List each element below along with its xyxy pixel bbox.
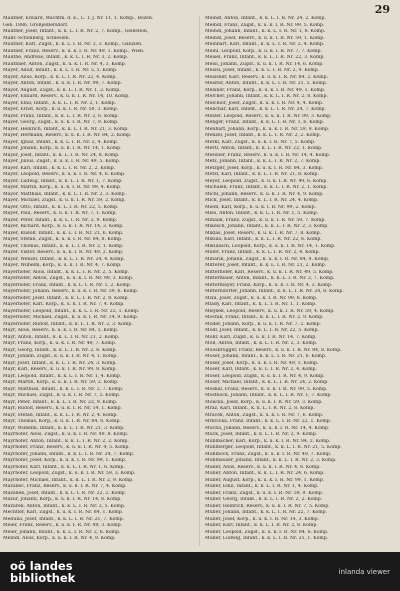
register-entry: Menger, Franz, Infant., k. k. L. I. R. Nr. 1, 6. Komp.	[205, 120, 325, 125]
register-entry: Moser, Michael, Infant., k. k. L. I. R. Nr. 24, 2. Komp.	[205, 380, 329, 385]
register-entry: Mayerhofer, Alois, Infant., k. k. L. I. R. Nr. 2, 5. Komp.	[3, 269, 130, 275]
register-entry: Mauthner, Anton, Zugsf., k. u. k. I. R. Nr. 4, 3. Komp.	[3, 61, 127, 67]
register-entry: Melzer, Leopold, Reserv., k. u. k. I. R. Nr. 99, 3. Komp.	[205, 113, 332, 119]
register-entry: Meisel, Franz, Infant., k. k. L. I. R. Nr. 22, 3. Komp.	[205, 55, 325, 60]
register-entry: Mitterer, Josef, Infant., k. k. L. I. R. Nr. 21, 2. Komp.	[205, 263, 327, 268]
register-entry: Metzger, Josef, Korp., k. u. k. I. R. Nr. 84, 3. Komp.	[205, 165, 324, 171]
register-entry: Mayer, Wenzel, Infant., k. k. L. I. R. Nr. 24, 4. Komp.	[3, 256, 125, 262]
register-entry: Moser, Johann, Infant., k. k. L. I. R. Nr. 21, 6. Komp.	[205, 354, 327, 359]
register-entry: Menzel, Josef, Infant., k. k. L. I. R. Nr. 2, 2. Komp.	[205, 133, 322, 138]
register-entry: Merkl, Karl, Zugsf., k. u. k. I. R. Nr. 7, 5. Komp.	[205, 139, 316, 145]
register-entry: Mayer, Ernst, Korp., k. u. k. I. R. Nr. 59, 3. Komp.	[3, 107, 119, 112]
register-entry: Mayer, Martin, Korp., k. u. k. I. R. Nr. 99, 4. Komp.	[3, 185, 122, 190]
register-entry: Mayr, Peter, Infant., k. k. L. I. R. Nr. 22, 9. Komp.	[3, 399, 118, 405]
register-entry: Moser, Karl, Infant., k. k. L. I. R. Nr. 2, 4. Komp.	[205, 367, 317, 372]
register-entry: Muck, Josef, Infant., k. k. L. I. R. Nr. 2, 9. Komp.	[205, 432, 318, 437]
register-entry: Mies, Anton, Infant., k. k. L. I. R. Nr. 1, 5. Komp.	[205, 211, 318, 216]
register-entry: Müller, Alois, Reserv., k. u. k. I. R. Nr. 4, 8. Komp.	[205, 464, 321, 470]
register-entry: Metz, Johann, Infant., k. k. L. I. R. Nr. 2, 7. Komp.	[205, 159, 321, 164]
register-entry: Miedl, Karl, Korp., k. u. k. I. R. Nr. 99, 2. Komp.	[205, 204, 317, 210]
register-entry: Mayrhofer, Leopold, Zugsf., k. u. k. I. R. Nr. 59, 3. Komp.	[3, 471, 136, 476]
register-entry: Miller, Franz, Infant., k. k. L. I. R. Nr. 2, 4. Komp.	[205, 250, 320, 255]
register-entry: Mayrhofer, Karl, Infant., k. k. L. I. R. Nr. 1, 6. Komp.	[3, 464, 125, 470]
register-entry: Mayrhofer, Alois, Zugsf., k. u. k. I. R. Nr. 49, 8. Komp.	[3, 432, 129, 437]
register-entry: Müller, Leopold, Zugsf., k. u. k. I. R. Nr. 84, 6. Komp.	[205, 529, 329, 535]
register-entry: Müller, Franz, Zugsf., k. u. k. I. R. Nr. 59, 9. Komp.	[205, 490, 324, 496]
register-entry: Mayer, Paul, Reserv., k. u. k. I. R. Nr. 7, 1. Komp.	[3, 211, 117, 216]
register-entry: Mitterhofer, Karl, Reserv., k. u. k. I. R. Nr. 49, 5. Komp.	[205, 269, 334, 275]
register-entry: Mixa, Josef, Zugsf., k. u. k. I. R. Nr. 99, 6. Komp.	[205, 295, 318, 301]
register-entry: Mayer, Adolf, Infant., k. k. L. I. R. Nr. 5, 5. Komp.	[3, 68, 118, 73]
register-entry: Mitterndorfer, Johann, Infant., k. k. L. I. R. Nr. 24, 8. Komp.	[205, 289, 344, 294]
register-entry: Mraz, Karl, Infant., k. k. L. I. R. Nr. 2, 8. Komp.	[205, 406, 315, 411]
register-entry: Meister, Anton, Infant., k. k. L. I. R. Nr. 21, 5. Komp.	[205, 81, 328, 86]
register-entry: Mayrhofer, Anton, Infant., k. k. L. I. R. Nr. 2, 2. Komp.	[3, 438, 129, 444]
register-entry: Müller, Johann, Infant., k. k. L. I. R. Nr. 22, 7. Komp.	[205, 510, 328, 515]
register-entry: Mazurek, Anton, Infant., k. k. L. I. R. Nr. 2, 5. Komp.	[3, 503, 126, 509]
register-entry: Müller, Anton, Infant., k. k. L. I. R. Nr. 24, 6. Komp.	[205, 471, 325, 476]
register-entry: Meindl, Anton, Infant., k. k. L. I. R. Nr. 24, 2. Komp.	[205, 16, 326, 21]
register-entry: Michalek, Franz, Infant., k. k. L. I. R. Nr. 2, 1. Komp.	[205, 185, 328, 190]
register-entry: Mautner, Franz, Reserv., k. u. k. I. R. Nr. 49, 1. Komp., Wien.	[3, 48, 145, 54]
register-entry: Mayer, Johann, Korp., k. u. k. I. R. Nr. 14, 1. Komp.	[3, 146, 122, 151]
register-entry: Mikula, Karl, Infant., k. k. L. I. R. Nr. 22, 6. Komp.	[205, 237, 322, 242]
register-entry: Meier, Franz, Reserv., k. u. k. I. R. Nr. 49, 3. Komp.	[3, 523, 122, 528]
register-entry: Mayer, Anton, Infant., k. u. k. I. R. Nr. 99, 7. Komp.	[3, 81, 123, 86]
register-entry: Mayer, Ignaz, Infant., k. k. L. I. R. Nr. 2, 4. Komp.	[3, 139, 119, 145]
register-entry: Meindl, Franz, Zugsf., k. u. k. I. R. Nr. 99, 5. Komp.	[205, 22, 325, 28]
register-entry: Meindl, Josef, Reserv., k. u. k. I. R. Nr. 59, 1. Komp.	[205, 35, 325, 41]
register-entry: Minarik, Johann, Zugsf., k. u. k. I. R. Nr. 84, 9. Komp.	[205, 256, 330, 262]
register-entry: Mayer, Heinrich, Infant., k. k. L. I. R. Nr. 21, 3. Komp.	[3, 126, 129, 132]
register-entry: Mittermaier, Anton, Infant., k. k. L. I. R. Nr. 2, 7. Komp.	[205, 276, 335, 281]
register-entry: Mähr.-Schönberg, Schlesien.	[3, 35, 71, 41]
register-entry: Mayerhofer, Johann, Reserv., k. u. k. I. R. Nr. 59, 6. Komp.	[3, 289, 139, 294]
register-entry: Mazanek, Josef, Infant., k. k. L. I. R. Nr. 22, 2. Komp.	[3, 490, 127, 496]
register-entry: Mautner, Eduard, Wachtm. d. E., L. T. J. Nr. 11, 1. Komp., Bozen.	[3, 16, 154, 21]
register-entry: Mayr, Thomas, Korp., k. u. k. I. R. Nr. 84, 6. Komp.	[3, 419, 121, 424]
register-entry: Moder, Johann, Korp., k. u. k. I. R. Nr. 7, 2. Komp.	[205, 321, 322, 327]
register-entry: Meinhart, Karl, Infant., k. k. L. I. R. Nr. 2, 4. Komp.	[205, 42, 325, 47]
register-entry: Müller, Josef, Korp., k. u. k. I. R. Nr. 14, 3. Komp.	[205, 516, 320, 522]
register-entry: Mayer, Julius, Zugsf., k. u. k. I. R. Nr. 49, 5. Komp.	[3, 159, 121, 164]
register-entry: Mocnik, Franz, Infant., k. k. L. I. R. Nr. 2, 9. Komp.	[205, 315, 324, 320]
register-entry: Mazur, Johann, Korp., k. u. k. I. R. Nr. 14, 8. Komp.	[3, 497, 122, 502]
register-entry: Mayer, Richard, Korp., k. u. k. I. R. Nr. 14, 3. Komp.	[3, 224, 124, 229]
register-entry: Mayerhofer, Leopold, Infant., k. k. L. I. R. Nr. 22, 1. Komp.	[3, 308, 140, 314]
register-entry: Mauthe, Andreas, Infant., k. k. L. I. R. Nr. 3, 2. Komp.	[3, 55, 129, 60]
column-divider	[199, 16, 200, 546]
register-entry: Meinl, Leopold, Korp., k. u. k. I. R. Nr. 7, 7. Komp.	[205, 48, 322, 54]
register-entry: Mayer, Otto, Infant., k. k. L. I. R. Nr. 22, 5. Komp.	[3, 204, 119, 210]
logo-line-2: bibliothek	[10, 571, 76, 585]
register-entry: Mühlberger, Leopold, Infant., k. k. L. I. R. Nr. 21, 5. Komp.	[205, 445, 342, 450]
register-entry: Moser, Leopold, Zugsf., k. u. k. I. R. Nr. 4, 9. Komp.	[205, 373, 325, 379]
register-entry: Mayerhofer, Franz, Infant., k. k. L. I. R. Nr. 1, 2. Komp.	[3, 282, 132, 288]
register-entry: Mayr, Rudolf, Reserv., k. u. k. I. R. Nr. 14, 1. Komp.	[3, 406, 123, 411]
register-entry: Mayer, Viktor, Reserv., k. u. k. I. R. Nr. 49, 2. Komp.	[3, 250, 124, 255]
register-entry: Mayerhofer, Rudolf, Infant., k. k. L. I. R. Nr. 2, 3. Komp.	[3, 321, 133, 327]
register-entry: Müller, August, Korp., k. u. k. I. R. Nr. 99, 1. Komp.	[205, 477, 325, 483]
register-entry: Mautner, Karl, Zugsf., k. k. L. I. R. Nr. 2, 3. Komp., Galizien.	[3, 42, 143, 47]
register-entry: Mlady, Karl, Infant., k. k. L. I. R. Nr. 1, 1. Komp.	[205, 302, 317, 307]
register-entry: Mayrhofer, Michael, Infant., k. k. L. I. R. Nr. 2, 9. Komp.	[3, 477, 134, 483]
register-entry: Mayer, Emil, Infant., k. k. L. I. R. Nr. 2, 1. Komp.	[3, 100, 116, 106]
register-entry: Miklas, Josef, Reserv., k. u. k. I. R. Nr. 7, 8. Komp.	[205, 230, 322, 236]
register-entry: Moskal, Franz, Reserv., k. u. k. I. R. Nr. 99, 5. Komp.	[205, 386, 328, 392]
register-entry: Meier, Johann, Infant., k. k. L. I. R. Nr. 2, 6. Komp.	[3, 529, 121, 535]
register-entry: Müller, Heinrich, Reserv., k. u. k. I. R. Nr. 7, 5. Komp.	[205, 503, 330, 509]
register-entry: Mayr, Martin, Korp., k. u. k. I. R. Nr. 59, 2. Komp.	[3, 380, 119, 385]
register-entry: Mayr, Karl, Reserv., k. u. k. I. R. Nr. 99, 8. Komp.	[3, 367, 117, 372]
register-entry: Mayerhofer, Karl, Korp., k. u. k. I. R. Nr. 7, 4. Komp.	[3, 302, 125, 307]
register-entry: Michl, Johann, Reserv., k. u. k. I. R. Nr. 4, 9. Komp.	[205, 191, 324, 197]
register-entry: Mayer, Josef, Infant., k. k. L. I. R. Nr. 24, 8. Komp.	[3, 152, 120, 158]
register-entry: Mayr, Matthias, Infant., k. k. L. I. R. Nr. 2, 7. Komp.	[3, 386, 124, 392]
register-entry: Mayrhofer, Josef, Korp., k. u. k. I. R. Nr. 99, 1. Komp.	[3, 458, 127, 463]
viewer-footer	[0, 552, 400, 591]
register-entry: Mick, Josef, Infant., k. k. L. I. R. Nr. 24, 4. Komp.	[205, 198, 319, 203]
register-entry: Mayer, Ludwig, Infant., k. k. L. I. R. Nr. 1, 7. Komp.	[3, 178, 123, 184]
register-entry: Mayer, Peter, Infant., k. k. L. I. R. Nr. 2, 9. Komp.	[3, 217, 118, 223]
register-entry: Mayer, Wilhelm, Korp., k. u. k. I. R. Nr. 4, 7. Komp.	[3, 263, 122, 268]
register-entry: Mayerhofer, Michael, Zugsf., k. u. k. I. R. Nr. 14, 9. Komp.	[3, 315, 139, 320]
register-entry: Mayr, Franz, Korp., k. u. k. I. R. Nr. 49, 7. Komp.	[3, 341, 117, 346]
register-entry: Mayr, Wilhelm, Infant., k. k. L. I. R. Nr. 21, 3. Komp.	[3, 425, 125, 431]
register-entry: Melcher, Johann, Infant., k. k. L. I. R. Nr. 2, 8. Komp.	[205, 94, 328, 99]
register-entry: Müller, Ludwig, Infant., k. k. L. I. R. Nr. 21, 1. Komp.	[205, 536, 329, 541]
register-entry: Geb. 1886, Großjedlersdorf.	[3, 22, 69, 28]
register-entry: Mayr, Georg, Infant., k. k. L. I. R. Nr. 2, 6. Komp.	[3, 347, 117, 353]
register-entry: Meyer, Leopold, Zugsf., k. u. k. I. R. Nr. 49, 6. Komp.	[205, 178, 328, 184]
page-number: 29	[374, 3, 390, 16]
register-entry: Moučka, Josef, Korp., k. u. k. I. R. Nr. 59, 3. Komp.	[205, 399, 323, 405]
register-entry: Mihalik, Franz, Zugsf., k. u. k. I. R. Nr. 59, 7. Komp.	[205, 217, 326, 223]
register-entry: Moll, Anton, Infant., k. k. L. I. R. Nr. 2, 3. Komp.	[205, 341, 318, 346]
register-entry: Mayer, Eduard, Reserv., k. u. k. I. R. Nr. 14, 10. Komp.	[3, 94, 130, 99]
register-entry: Mayer, August, Zugsf., k. k. L. I. R. Nr. 1, 2. Komp.	[3, 87, 121, 93]
register-entry: Mayrhofer, Franz, Reserv., k. u. k. I. R. Nr. 4, 5. Komp.	[3, 445, 130, 450]
register-entry: Mayrhofer, Johann, Infant., k. k. L. I. R. Nr. 24, 7. Komp.	[3, 451, 135, 457]
register-entry: Mittermayer, Franz, Korp., k. u. k. I. R. Nr. 4, 3. Komp.	[205, 282, 333, 288]
register-entry: Mechtler, Karl, Zugsf., k. u. k. I. R. Nr. 84, 1. Komp.	[3, 510, 124, 515]
register-entry: Mohr, Karl, Zugsf., k. u. k. I. R. Nr. 14, 7. Komp.	[205, 334, 317, 340]
register-entry: Mayerhofer, Josef, Infant., k. k. L. I. R. Nr. 2, 8. Komp.	[3, 295, 129, 301]
register-entry: Mayr, Josef, Infant., k. k. L. I. R. Nr. 24, 3. Komp.	[3, 360, 117, 366]
register-entry: Müller, Emil, Infant., k. k. L. I. R. Nr. 1, 4. Komp.	[205, 484, 319, 489]
library-logo[interactable]	[10, 560, 75, 584]
register-entry: Müller, Karl, Infant., k. k. L. I. R. Nr. 2, 8. Komp.	[205, 523, 318, 528]
register-entry: Menhart, Johann, Korp., k. u. k. I. R. Nr. 59, 9. Komp.	[205, 126, 330, 132]
register-entry: Mayer, Michael, Zugsf., k. u. k. I. R. Nr. 59, 2. Komp.	[3, 198, 126, 203]
register-entry: Mühlböck, Franz, Zugsf., k. u. k. I. R. Nr. 49, 7. Komp.	[205, 451, 332, 457]
register-entry: Mayer, Karl, Infant., k. k. L. I. R. Nr. 2, 2. Komp.	[3, 165, 116, 171]
register-entry: Melchior, Josef, Zugsf., k. u. k. I. R. Nr. 4, 4. Komp.	[205, 100, 324, 106]
register-entry: Mayerhofer, Anton, Zugsf., k. u. k. I. R. Nr. 99, 3. Komp.	[3, 276, 134, 281]
logo-line-1: oö landes	[10, 559, 73, 573]
register-entry: Moser, Josef, Korp., k. u. k. I. R. Nr. 49, 1. Komp.	[205, 360, 319, 366]
register-entry: Moosbrugger, Franz, Reserv., k. u. k. I. R. Nr. 84, 8. Komp.	[205, 347, 342, 353]
register-entry: Meduna, Josef, Infant., k. k. L. I. R. Nr. 21, 7. Komp.	[3, 516, 125, 522]
register-entry: Mautner, Josef, Infant., k. k. L. I. R. Nr. 2, 7. Komp., Gelbstein,	[3, 29, 149, 34]
register-entry: Mayer, Rudolf, Infant., k. k. L. I. R. Nr. 21, 6. Komp.	[3, 230, 124, 236]
register-entry: Mayer, Alois, Korp., k. k. L. I. R. Nr. 22, 4. Komp.	[3, 74, 117, 80]
register-entry: Mikulasch, Leopold, Korp., k. u. k. I. R. Nr. 14, 1. Komp.	[205, 243, 336, 249]
register-entry: Mayer, Stefan, Zugsf., k. u. k. I. R. Nr. 84, 8. Komp.	[3, 237, 123, 242]
register-entry: Metzl, Karl, Infant., k. k. L. I. R. Nr. 21, 8. Komp.	[205, 172, 319, 177]
register-entry: Mayr, Leopold, Infant., k. k. L. I. R. Nr. 1, 4. Komp.	[3, 373, 122, 379]
viewer-label[interactable]: inlanda viewer	[338, 568, 390, 576]
register-entry: Meissl, Josef, Infant., k. k. L. I. R. Nr. 2, 9. Komp.	[205, 68, 320, 73]
register-entry: Mazanec, Franz, Reserv., k. u. k. I. R. Nr. 7, 4. Komp.	[3, 484, 127, 489]
register-entry: Melichar, Karl, Infant., k. k. L. I. R. Nr. 24, 7. Komp.	[205, 107, 326, 112]
register-entry: Mayer, Georg, Zugsf., k. u. k. I. R. Nr. 7, 9. Komp.	[3, 120, 119, 125]
register-entry: Mayr, Johann, Zugsf., k. u. k. I. R. Nr. 4, 1. Komp.	[3, 354, 118, 359]
register-entry: Mayer, Matthias, Infant., k. k. L. I. R. Nr. 2, 3. Komp.	[3, 191, 126, 197]
register-entry: Mühlbacher, Karl, Korp., k. u. k. I. R. Nr. 84, 2. Komp.	[205, 438, 331, 444]
register-entry: Mertl, Anton, Infant., k. k. L. I. R. Nr. 22, 1. Komp.	[205, 146, 323, 151]
register-entry: Modl, Josef, Infant., k. k. L. I. R. Nr. 22, 5. Komp.	[205, 328, 319, 333]
left-column	[3, 16, 191, 543]
register-entry: Mayr, Michael, Zugsf., k. u. k. I. R. Nr. 7, 5. Komp.	[3, 393, 121, 398]
register-entry: Messner, Franz, Reserv., k. u. k. I. R. Nr. 14, 4. Komp.	[205, 152, 331, 158]
register-entry: Mayer, Leopold, Reserv., k. u. k. I. R. Nr. 4, 6. Komp.	[3, 172, 126, 177]
register-entry: Mayer, Franz, Infant., k. k. L. I. R. Nr. 2, 6. Komp.	[3, 113, 119, 119]
register-entry: Meisl, Johann, Zugsf., k. u. k. I. R. Nr. 14, 6. Komp.	[205, 61, 324, 67]
register-entry: Müller, Georg, Infant., k. k. L. I. R. Nr. 2, 2. Komp.	[205, 497, 323, 502]
register-entry: Mayr, Alois, Reserv., k. u. k. I. R. Nr. 84, 5. Komp.	[3, 328, 119, 333]
register-entry: Mühlhauser, Johann, Infant., k. k. L. I. R. Nr. 2, 3. Komp.	[205, 458, 337, 463]
register-entry: Mayer, Thomas, Infant., k. k. L. I. R. Nr. 2, 1. Komp.	[3, 243, 124, 249]
register-entry: Mikesch, Johann, Infant., k. k. L. I. R. Nr. 2, 3. Komp.	[205, 224, 329, 229]
register-entry: Mayr, Anton, Infant., k. k. L. I. R. Nr. 21, 2. Komp.	[3, 334, 120, 340]
register-entry: Mostböck, Johann, Infant., k. k. L. I. R. Nr. 1, 7. Komp.	[205, 393, 332, 398]
register-entry: Mayer, Hermann, Reserv., k. u. k. I. R. Nr. 84, 2. Komp.	[3, 133, 132, 138]
register-entry: Mraček, Anton, Zugsf., k. u. k. I. R. Nr. 7, 6. Komp.	[205, 412, 324, 418]
register-entry: Meissner, Karl, Reserv., k. u. k. I. R. Nr. 84, 2. Komp.	[205, 74, 329, 80]
register-entry: Mucha, Johann, Reserv., k. u. k. I. R. Nr. 14, 4. Komp.	[205, 425, 330, 431]
right-column	[205, 16, 393, 543]
register-entry: Mayr, Stefan, Infant., k. k. L. I. R. Nr. 2, 4. Komp.	[3, 412, 118, 418]
register-entry: Mlejnek, Leopold, Reserv., k. u. k. I. R. Nr. 59, 4. Komp.	[205, 308, 335, 314]
register-entry: Meindl, Johann, Infant., k. k. L. I. R. Nr. 1, 8. Komp.	[205, 29, 326, 34]
register-entry: Meindl, Alois, Korp., k. u. k. I. R. Nr. 4, 9. Komp.	[3, 536, 116, 541]
register-entry: Meixner, Franz, Korp., k. u. k. I. R. Nr. 49, 1. Komp.	[205, 87, 326, 93]
register-entry: Mrkvicka, Franz, Infant., k. k. L. I. R. Nr. 22, 1. Komp.	[205, 419, 332, 424]
